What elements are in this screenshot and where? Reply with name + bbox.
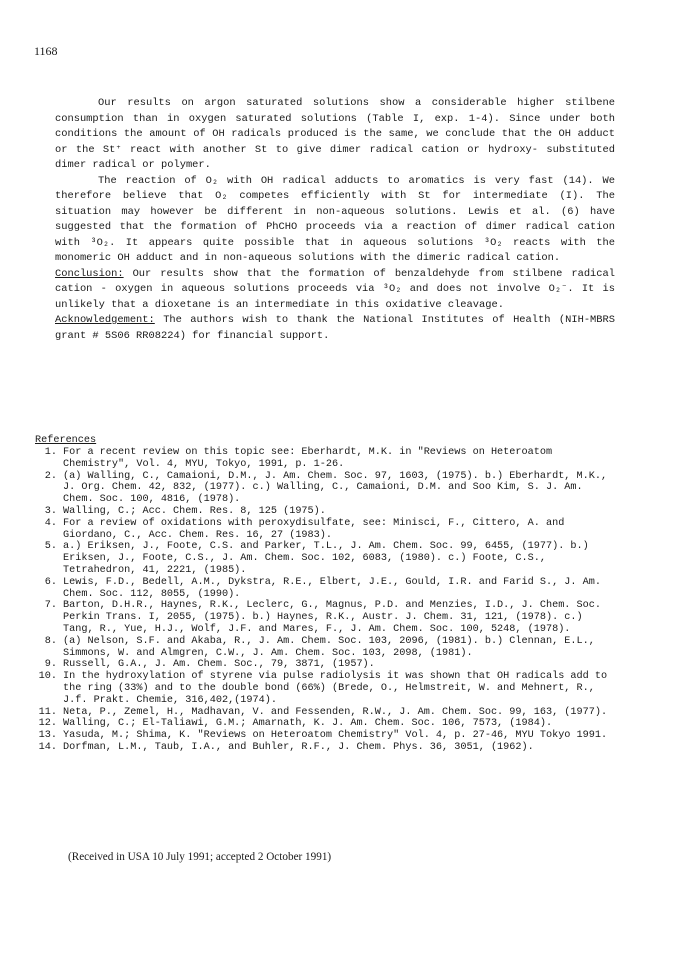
reference-item — [35, 659, 615, 671]
reference-item — [35, 541, 615, 576]
reference-item — [35, 742, 615, 754]
reference-text: Russell, G.A., J. Am. Chem. Soc., 79, 3871, (1957). — [63, 659, 375, 671]
conclusion-heading: Conclusion: — [55, 267, 124, 280]
reference-item — [35, 671, 615, 706]
page-number: 1168 — [34, 44, 58, 58]
reference-item — [35, 707, 615, 719]
reference-text: Dorfman, L.M., Taub, I.A., and Buhler, R.F., J. Chem. Phys. 36, 3051, (1962). — [63, 741, 534, 753]
reference-number: 4. — [44, 517, 57, 529]
reference-number: 14. — [38, 741, 57, 753]
conclusion-paragraph — [55, 267, 615, 314]
reference-number: 8. — [44, 635, 57, 647]
reference-number: 11. — [38, 706, 57, 718]
reference-text: Lewis, F.D., Bedell, A.M., Dykstra, R.E., Elbert, J.E., Gould, I.R. and Farid S., J. Am. Chem. Soc. 112, 8055, (1990). — [63, 576, 601, 600]
reference-number: 6. — [44, 576, 57, 588]
reference-text: (a) Nelson, S.F. and Akaba, R., J. Am. Chem. Soc. 103, 2096, (1981). b.) Clennan, E.L., Simmons, W. and Almgren, C.W., J. Am. Chem. Soc. 103, 2098, (1981). — [63, 635, 595, 659]
reference-number: 5. — [44, 541, 57, 553]
reference-item — [35, 506, 615, 518]
reference-item — [35, 718, 615, 730]
reference-item — [35, 577, 615, 601]
reference-number: 3. — [44, 505, 57, 517]
reference-number: 2. — [44, 470, 57, 482]
reference-text: a.) Eriksen, J., Foote, C.S. and Parker, T.L., J. Am. Chem. Soc. 99, 6455, (1977). b.) Eriksen, J., Foote, C.S., J. Am. Chem. Soc. 102, 6083, (1980). c.) Foote, C.S., Tetrahedron, 41, 2221, (1985). — [63, 541, 589, 576]
reference-text: In the hydroxylation of styrene via pulse radiolysis it was shown that OH radicals add to the ring (33%) and to the double bond (66%) (Brede, O., Helmstreit, W. and Mehnert, R., J.f. Prakt. Chemie, 316,402,(1974). — [63, 671, 608, 706]
reference-text: For a recent review on this topic see: Eberhardt, M.K. in "Reviews on Heteroatom Chemistry", Vol. 4, MYU, Tokyo, 1991, p. 1-26. — [63, 447, 553, 470]
reference-item — [35, 447, 615, 471]
references-title: References — [35, 435, 97, 446]
reference-number: 7. — [44, 600, 57, 612]
reference-item — [35, 600, 615, 635]
reference-text: Walling, C.; Acc. Chem. Res. 8, 125 (1975). — [63, 505, 326, 517]
reference-text: (a) Walling, C., Camaioni, D.M., J. Am. Chem. Soc. 97, 1603, (1975). b.) Eberhardt, M.K., J. Org. Chem. 42, 832, (1977). c.) Walling, C., Camaioni, D.M. and Soo Kim, S. J. Am. Chem. Soc. 100, 4816, (1978). — [63, 470, 608, 506]
references-section — [35, 435, 615, 754]
acknowledgement-text: The authors wish to thank the National Institutes of Health (NIH-MBRS grant # 5S06 RR08224) for financial support. — [55, 314, 615, 342]
reference-item — [35, 518, 615, 542]
reference-item — [35, 471, 615, 506]
reference-number: 9. — [44, 659, 57, 671]
results-paragraph: Our results on argon saturated solutions show a considerable higher stilbene consumption than in oxygen saturated solutions (Table I, exp. 1-4). Since under both conditions the amount of OH radicals produced is the same, we conclude that the OH adduct or the St⁺ react with another St to give dimer radical cation or hydroxy- substituted dimer radical or polymer. — [55, 97, 615, 171]
discussion-paragraph: The reaction of O₂ with OH radical adducts to aromatics is very fast (14). We therefore believe that O₂ competes efficiently with St for intermediate (I). The situation may however be different in non-aqueous solutions. Lewis et al. (6) have suggested that the formation of PhCHO proceeds via a reaction of dimer radical cation with ³O₂. It appears quite possible that in aqueous solutions ³O₂ reacts with the monomeric OH adduct and in non-aqueous solutions with the dimeric radical cation. — [55, 174, 615, 264]
reference-text: Yasuda, M.; Shima, K. "Reviews on Heteroatom Chemistry" Vol. 4, p. 27-46, MYU Tokyo 1991. — [63, 730, 608, 742]
reference-text: Barton, D.H.R., Haynes, R.K., Leclerc, G., Magnus, P.D. and Menzies, I.D., J. Chem. Soc. Perkin Trans. I, 2055, (1975). b.) Haynes, R.K., Austr. J. Chem. 31, 121, (1978). c.) Tang, R., Yue, H.J., Wolf, J.F. and Mares, F., J. Am. Chem. Soc. 100, 5248, (1978). — [63, 600, 601, 635]
reference-item — [35, 636, 615, 660]
main-text — [55, 96, 615, 344]
acknowledgement-heading: Acknowledgement: — [55, 314, 155, 326]
reference-number: 13. — [38, 730, 57, 742]
reference-text: Neta, P., Zemel, H., Madhavan, V. and Fessenden, R.W., J. Am. Chem. Soc. 99, 163, (1977). — [63, 706, 608, 718]
received-note: (Received in USA 10 July 1991; accepted 2 October 1991) — [68, 851, 332, 863]
conclusion-text: Our results show that the formation of benzaldehyde from stilbene radical cation - oxygen in aqueous solutions proceeds via ³O₂ and does not involve O₂⁻. It is unlikely that a dioxetane is an intermediate in this oxidative cleavage. — [55, 267, 615, 311]
reference-text: For a review of oxidations with peroxydisulfate, see: Minisci, F., Cittero, A. and Giordano, C., Acc. Chem. Res. 16, 27 (1983). — [63, 517, 565, 541]
reference-number: 1. — [44, 447, 57, 458]
reference-item — [35, 730, 615, 742]
acknowledgement-paragraph — [55, 313, 615, 344]
reference-number: 12. — [38, 718, 57, 730]
reference-number: 10. — [38, 671, 57, 683]
reference-text: Walling, C.; El-Taliawi, G.M.; Amarnath, K. J. Am. Chem. Soc. 106, 7573, (1984). — [63, 718, 553, 730]
